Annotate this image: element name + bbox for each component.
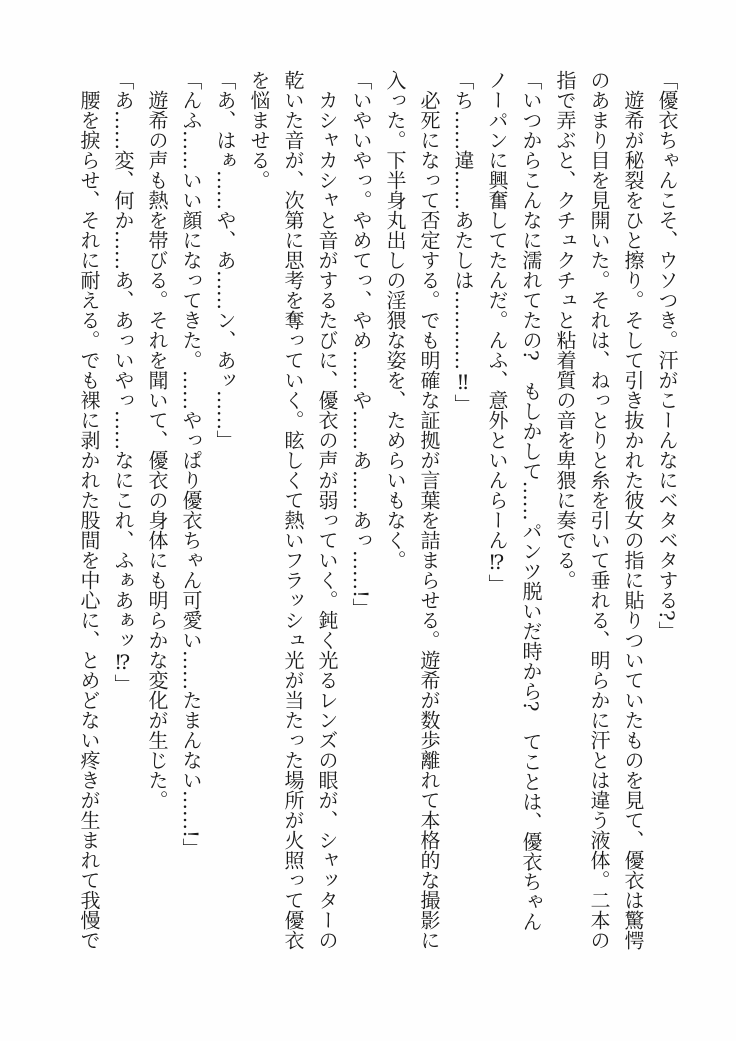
- dialogue-paragraph: 「ち……違……あたしは…………‼」: [451, 70, 475, 414]
- narration-paragraph: 腰を捩らせ、それに耐える。でも裸に剥かれた股間を中心に、とめどない疼きが生まれて我慢で: [77, 90, 101, 950]
- dialogue-paragraph: 「あ……変、何か……あ、あっいやっ……なにこれ、ふぁあぁッ⁉」: [111, 70, 135, 694]
- narration-paragraph: 必死になって否定する。でも明確な証拠が言葉を詰まらせる。遊希が数歩離れて本格的な撮影に入った。下半身丸出しの淫猥な姿を、ためらいもなく。: [383, 70, 441, 950]
- dialogue-paragraph: 「あ、はぁ……や、あ……ン、あッ……」: [213, 70, 237, 450]
- dialogue-paragraph: 「いつからこんなに濡れてたの? もしかして……パンツ脱いだ時から? てことは、優衣ちゃんノーパンに興奮してたんだ。んふ、意外といんらーん⁉」: [485, 70, 543, 932]
- dialogue-paragraph: 「いやいやっ。やめてっ、やめ……や……あ……あっ……!」: [349, 70, 373, 619]
- vertical-text-body: [72, 70, 684, 950]
- narration-paragraph: 遊希が秘裂をひと擦り。そして引き抜かれた彼女の指に貼りついていたものを見て、優衣は驚愕のあまり目を見開いた。それは、ねっとりと糸を引いて垂れる、明らかに汗とは違う液体。二本の指で弄ぶと、クチュクチュと粘着質の音を卑猥に奏でる。: [553, 70, 645, 950]
- dialogue-paragraph: 「んふ……いい顔になってきた。……やっぱり優衣ちゃん可愛い……たまんない……!」: [179, 70, 203, 859]
- narration-paragraph: カシャカシャと音がするたびに、優衣の声が弱っていく。鈍く光るレンズの眼が、シャッターの乾いた音が、次第に思考を奪っていく。眩しくて熱いフラッシュ光が当たった場所が火照って優衣を悩ませる。: [247, 70, 339, 950]
- dialogue-paragraph: 「優衣ちゃんこそ、ウソつき。汗がこーんなにベタベタする?」: [655, 70, 679, 641]
- narration-paragraph: 遊希の声も熱を帯びる。それを聞いて、優衣の身体にも明らかな変化が生じた。: [145, 90, 169, 810]
